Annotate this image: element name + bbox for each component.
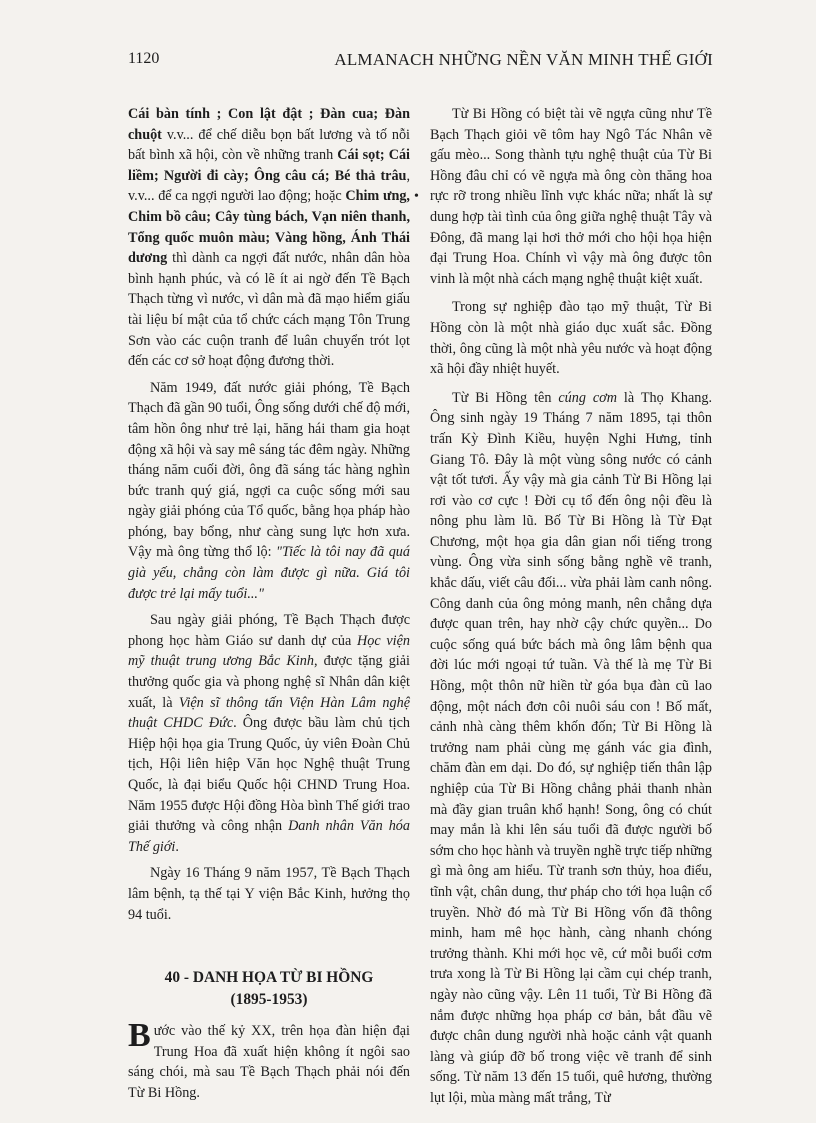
section-title: 40 - DANH HỌA TỪ BI HỒNG — [164, 969, 374, 987]
italic-text: Viện sĩ thông tấn Viện Hàn Lâm nghệ thuật CHDC Đức — [128, 694, 410, 732]
body-text: v.v... để chế diễu bọn bất lương và tố nỗi bất bình xã hội, còn về những tranh — [128, 126, 410, 164]
page-header — [128, 50, 713, 74]
bold-text: Cái bàn tính ; Con lật đật ; Đàn cua; Đàn chuột — [128, 106, 410, 143]
drop-cap: B — [128, 1017, 151, 1055]
left-column — [128, 104, 410, 1110]
paragraph — [128, 610, 410, 857]
body-text: Sau ngày giải phóng, Tề Bạch Thạch được phong học hàm Giáo sư danh dự của — [128, 612, 410, 649]
bold-text: Cái sọt; Cái liềm; Người đi cày; Ông câu cá; Bé thả trâu — [128, 147, 410, 184]
body-text: , được tặng giải thưởng quốc gia và phong nghệ sĩ Nhân dân kiệt xuất, là — [128, 653, 410, 711]
paragraph: Ngày 16 Tháng 9 năm 1957, Tề Bạch Thạch lâm bệnh, tạ thế tại Y viện Bắc Kinh, hưởng thọ 94 tuổi. — [128, 865, 410, 923]
body-text: Từ Bi Hồng tên — [452, 389, 559, 406]
body-text: ước vào thế kỷ XX, trên họa đàn hiện đại Trung Hoa đã xuất hiện không ít ngôi sao sáng chói, mà sau Tề Bạch Thạch phải nói đến Từ Bi Hồng. — [128, 1023, 410, 1101]
section-years: (1895-1953) — [230, 991, 308, 1009]
body-text: , v.v... để ca ngợi người lao động; hoặc — [128, 167, 410, 205]
right-column — [430, 104, 712, 1115]
paragraph — [128, 104, 410, 372]
italic-quote: "Tiếc là tôi nay đã quá già yếu, chẳng còn làm được gì nữa. Giá tôi được trẻ lại mấy tuổi..." — [128, 544, 410, 602]
paragraph — [430, 388, 712, 1109]
body-text: . Ông được bầu làm chủ tịch Hiệp hội họa gia Trung Quốc, ủy viên Đoàn Chủ tịch, Hội liên hiệp Văn học Nghệ thuật Trung Quốc, là đại biểu Quốc hội CHND Trung Hoa. Năm 1955 được Hội đồng Hòa bình Thế giới trao giải thưởng và công nhận — [128, 715, 410, 835]
section-heading — [128, 967, 410, 1011]
body-text: Năm 1949, đất nước giải phóng, Tề Bạch Thạch đã gần 90 tuổi, Ông sống dưới chế độ mới, tâm hồn ông như trẻ lại, hăng hái tham gia hoạt động xã hội và say mê sáng tác đêm ngày. Những tháng năm cuối đời, ông đã sáng tác hàng nghìn bức tranh quý giá, ngợi ca cuộc sống mới sau ngày giải phóng của Tổ quốc, bằng họa pháp hào phóng, bay bổng, như càng sung lực hơn xưa. Vậy mà ông từng thổ lộ: — [128, 379, 410, 561]
paragraph — [128, 378, 410, 605]
page-number: 1120 — [128, 50, 160, 67]
italic-text: cúng cơm — [558, 389, 617, 406]
italic-text: Học viện mỹ thuật trung ương Bắc Kinh — [128, 632, 410, 670]
running-title: ALMANACH NHỮNG NỀN VĂN MINH THẾ GIỚI — [334, 50, 713, 69]
margin-mark: • — [414, 189, 419, 204]
paragraph: Trong sự nghiệp đào tạo mỹ thuật, Từ Bi Hồng còn là một nhà giáo dục xuất sắc. Đồng thời, ông cũng là một nhà yêu nước và hoạt động xã hội đầy nhiệt huyết. — [430, 299, 712, 378]
body-text: . — [175, 838, 179, 855]
paragraph — [128, 1017, 410, 1103]
paragraph: Từ Bi Hồng có biệt tài vẽ ngựa cũng như Tề Bạch Thạch giỏi vẽ tôm hay Ngô Tác Nhân vẽ gấu mèo... Song thành tựu nghệ thuật của Từ Bi Hồng đâu chỉ có vẽ ngựa mà ông còn thăng hoa rực rỡ trong nhiều lĩnh vực khác nữa; nhất là sự dung hợp tài tình của ông giữa nghệ thuật Tây và Đông, đã mang lại hơi thở mới cho hội họa hiện đại Trung Hoa. Chính vì vậy mà ông được tôn vinh là một nhà cách mạng nghệ thuật kiệt xuất. — [430, 106, 712, 287]
body-text: thì dành ca ngợi đất nước, nhân dân hòa bình hạnh phúc, và có lẽ ít ai ngờ đến Tề Bạch Thạch từng vì nước, vì dân mà đã mạo hiểm giấu tài liệu bí mật của tổ chức cách mạng Tôn Trung Sơn vào các cuộn tranh để luân chuyển trót lọt đến các cơ sở hoạt động đương thời. — [128, 250, 410, 370]
bold-text: Chim ưng, Chim bồ câu; Cây tùng bách, Vạn niên thanh, Tổng quốc muôn màu; Vàng hồng, Ánh Thái dương — [128, 188, 410, 267]
italic-text: Danh nhân Văn hóa Thế giới — [128, 818, 410, 855]
body-text: là Thọ Khang. Ông sinh ngày 19 Tháng 7 năm 1895, tại thôn trấn Kỳ Đình Kiều, huyện Nghi Hưng, tỉnh Giang Tô. Đây là một vùng sông nước có cảnh vật tốt tươi. Ấy vậy mà gia cảnh Từ Bi Hồng lại rơi vào cơ cực ! Đời cụ tổ đến ông nội đều là nông phu làm lũ. Bố Từ Bi Hồng là Từ Đạt Chương, một họa gia dân gian nổi tiếng trong vùng. Ông vừa sinh sống bằng nghề vẽ tranh, khắc dấu, viết câu đối... vừa phải làm canh nông. Công danh của ông mỏng manh, nên chẳng dựa được quan trên, hay nhờ cậy chức quyền... Do cuộc sống quá bức bách mà ông lâm bệnh qua đời lúc mới ngoại tứ tuần. Và thế là mẹ Từ Bi Hồng, một thôn nữ hiền từ góa bụa đàn cũ lao động, một nách đơn côi nuôi sáu con ! Bố mất, cảnh nhà càng thêm khốn đốn; Từ Bi Hồng là trưởng nam phải cùng mẹ gánh vác gia đình, chăm đàn em dại. Do đó, sự nghiệp tiến thân lập nghiệp của Từ Bi Hồng chẳng phải thanh nhàn mà đầy gian truân khổ hạnh! Song, ông có chút may mắn là khi lên sáu tuổi đã được người bố sớm cho học hành và truyền nghề trực tiếp những gì mà ông am hiểu. Từ tranh sơn thủy, hoa điểu, tĩnh vật, chân dung, thư pháp cho tới họa luận cổ truyền. Nhờ đó mà Từ Bi Hồng vốn đã thông minh, ham mê học hành, càng nhanh chóng trưởng thành. Khi mới học vẽ, cứ mỗi buổi cơm trưa xong là Từ Bi Hồng lại cầm cụi chép tranh, ngày nào cũng vậy. Lên 11 tuổi, Từ Bi Hồng đã nắm được những họa pháp cơ bản, bắt đầu vẽ được chân dung người nhà hoặc cảnh vật quanh làng và giúp đỡ bố trong việc vẽ tranh để sinh sống. Từ năm 13 đến 15 tuổi, quê hương, thường lụt lội, mùa màng mất trắng, Từ — [430, 389, 712, 1106]
